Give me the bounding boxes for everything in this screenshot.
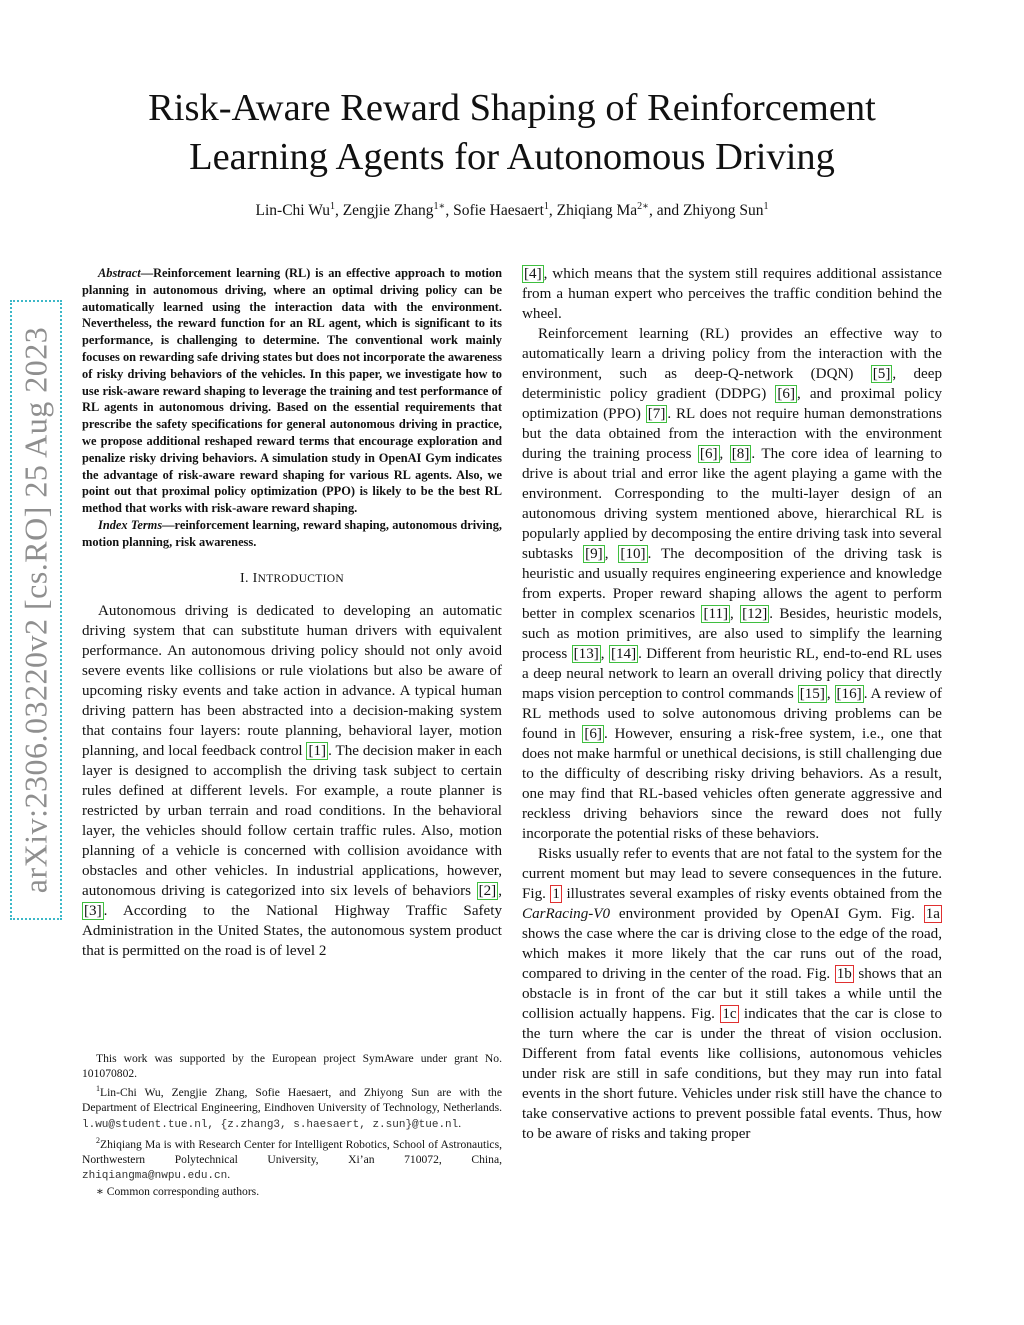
body-text: shows the case where the car is driving close to the edge of the road, which makes it more likely that the car runs out of the road, compared to driving in the center of the road. Fig.	[522, 926, 942, 982]
footnote-mark: 2	[96, 1135, 100, 1145]
section-title-initial: I	[252, 570, 258, 586]
index-terms-label: Index Terms	[98, 517, 163, 532]
abstract-label: Abstract	[98, 266, 141, 280]
body-text: . RL does not require human demonstrations but the data obtained from the interaction with the environment during the training process	[522, 406, 942, 462]
section-number: I.	[240, 570, 249, 586]
citation-link[interactable]: [6]	[584, 726, 602, 742]
citation-link[interactable]: [13]	[573, 646, 599, 662]
footnote-text: .	[458, 1116, 462, 1130]
footnote-text: .	[227, 1168, 231, 1182]
author-affiliation: 1	[763, 201, 769, 212]
citation-link[interactable]: [16]	[836, 686, 862, 702]
footnote-text: Lin-Chi Wu, Zengjie Zhang, Sofie Haesaert, and Zhiyong Sun are with the Department of Electrical Engineering, Eindhoven University of Technology, Netherlands.	[82, 1086, 502, 1115]
body-text: . Different from heuristic RL, end-to-end RL uses a deep neural network to learn an overall driving policy that directly maps vision perception to control commands	[522, 646, 943, 702]
citation-link[interactable]: [6]	[777, 386, 796, 402]
body-text: ,	[498, 882, 502, 899]
right-column	[522, 264, 942, 1144]
body-text: , and proximal policy optimization (PPO)	[522, 386, 943, 422]
arxiv-identifier[interactable]: arXiv:2306.03220v2 [cs.RO] 25 Aug 2023	[17, 326, 54, 894]
figure-link[interactable]: 1	[552, 886, 560, 902]
title-line-1: Risk-Aware Reward Shaping of Reinforcement	[148, 87, 876, 129]
figure-link[interactable]: 1a	[925, 906, 940, 922]
intro-paragraph-3	[522, 844, 942, 1144]
author-affiliation: 1∗	[433, 201, 446, 212]
body-text: . The core idea of learning to drive is about trial and error like the agent playing a game with the environment. Corresponding to the multi-layer design of an autonomous driving system mentioned above, hierarchical RL is popularly applied by decomposing the entire driving task into several subtasks	[522, 446, 943, 562]
body-text: . However, ensuring a risk-free system, i.e., one that does not make harmful or unethical decisions, is still challenging due to the difficulty of describing risky driving behaviors. As a result, one may find that RL-based vehicles often generate aggressive and reckless driving behaviors since the reward does not fully incorporate the potential risks of these behaviors.	[522, 726, 942, 842]
footnote-mark: 1	[96, 1084, 100, 1094]
body-text: ,	[600, 646, 609, 662]
body-text: Reinforcement learning (RL) provides an effective way to automatically learn a driving policy from the interaction with the environment, such as deep-Q-network (DQN)	[522, 326, 942, 382]
left-column	[82, 265, 502, 961]
intro-paragraph-continued	[522, 264, 942, 324]
citation-link[interactable]: [7]	[647, 406, 666, 422]
affiliation-note-2	[82, 1133, 502, 1184]
body-text: . A review of RL methods used to solve autonomous driving problems can be found in	[522, 686, 943, 742]
body-text: Risks usually refer to events that are not fatal to the system for the current moment but may lead to severe consequences in the future. Fig.	[522, 846, 942, 902]
body-text: shows that an obstacle is in front of the car but it still takes a while until the collision actually happens. Fig.	[522, 966, 943, 1022]
citation-link[interactable]: [14]	[610, 646, 637, 662]
funding-note: This work was supported by the European project SymAware under grant No. 101070802.	[82, 1052, 502, 1081]
citation-link[interactable]: [4]	[524, 266, 542, 282]
arxiv-stamp	[10, 300, 62, 920]
citation-link[interactable]: [1]	[308, 742, 327, 759]
body-text: , deep deterministic policy gradient (DDPG)	[522, 366, 943, 402]
abstract-text: —Reinforcement learning (RL) is an effective approach to motion planning in autonomous driving, where an optimal driving policy can be automatically learned using the interaction data with the environment. Nevertheless, the reward function for an RL agent, which is significant to its performance, is challenging to determine. The conventional work mainly focuses on rewarding safe driving states but does not incorporate the awareness of risky driving behaviors of the vehicles. In this paper, we investigate how to use risk-aware reward shaping to leverage the training and test performance of RL agents in autonomous driving. Based on the essential requirements that prescribe the safety specifications for general autonomous driving in practice, we propose additional reshaped reward terms that encourage exploration and penalize risky driving behaviors. A simulation study in OpenAI Gym indicates the advantage of risk-aware reward shaping for various RL agents. Also, we point out that proximal policy optimization (PPO) is likely to be the best RL method that works with risk-aware reward shaping.	[82, 266, 502, 516]
index-terms	[82, 517, 502, 551]
citation-link[interactable]: [15]	[799, 686, 825, 702]
footnotes	[82, 1051, 502, 1200]
citation-link[interactable]: [5]	[872, 366, 891, 382]
email-address[interactable]: zhiqiangma@nwpu.edu.cn	[82, 1170, 228, 1183]
environment-name: CarRacing-V0	[522, 906, 611, 922]
affiliation-note-1	[82, 1081, 502, 1132]
body-text: ,	[719, 446, 730, 462]
citation-link[interactable]: [12]	[742, 606, 768, 622]
body-text: environment provided by OpenAI Gym. Fig.	[610, 906, 924, 922]
author-separator: ,	[445, 202, 454, 220]
body-text: . Besides, heuristic models, such as motion primitives, are also used to simplify the learning process	[522, 606, 943, 662]
body-text: . The decomposition of the driving task is heuristic and usually requires engineering experience and knowledge from experts. Proper reward shaping allows the agent to perform better in complex scenarios	[522, 546, 942, 622]
author-list	[90, 201, 934, 220]
body-text: Autonomous driving is dedicated to developing an automatic driving system that can substitute human drivers with equivalent performance. An autonomous driving policy should not only avoid severe events like collisions or rule violations but also be aware of upcoming risky events and take action in advance. A typical human driving pattern has been abstracted into a decision-making system that contains four layers: route planning, behavioral layer, motion planning, and local feedback control	[82, 602, 502, 759]
citation-link[interactable]: [6]	[699, 446, 718, 462]
body-text: , which means that the system still requires additional assistance from a human expert who perceives the traffic condition behind the wheel.	[522, 266, 942, 322]
section-heading-introduction	[82, 571, 502, 587]
citation-link[interactable]: [8]	[731, 446, 750, 462]
author-separator: ,	[334, 202, 343, 220]
citation-link[interactable]: [3]	[84, 902, 102, 919]
citation-link[interactable]: [10]	[620, 546, 646, 562]
body-text: indicates that the car is close to the turn where the car is under the threat of vision occlusion. Different from fatal events like collisions, autonomous vehicles under risk are still in safe conditions, but they may run into fatal events in the short future. Vehicles under risk still have the chance to take conservative actions to prevent possible fatal events. Thus, how to be aware of risks and taking proper	[522, 1006, 942, 1142]
author-name: Zhiqiang Ma	[556, 202, 638, 220]
citation-link[interactable]: [11]	[703, 606, 729, 622]
figure-link[interactable]: 1c	[722, 1006, 737, 1022]
corresponding-author-note: ∗ Common corresponding authors.	[96, 1185, 260, 1199]
citation-link[interactable]: [9]	[585, 546, 603, 562]
email-addresses[interactable]: l.wu@student.tue.nl, {z.zhang3, s.haesaert, z.sun}@tue.nl	[82, 1118, 459, 1131]
intro-paragraph-2	[522, 324, 942, 844]
body-text: ,	[826, 686, 835, 702]
author-name: Sofie Haesaert	[453, 202, 544, 220]
index-terms-text: —reinforcement learning, reward shaping, autonomous driving, motion planning, risk awareness.	[82, 517, 502, 549]
author-separator: , and	[648, 202, 683, 220]
author-name: Zhiyong Sun	[682, 202, 764, 220]
author-name: Lin-Chi Wu	[255, 202, 330, 220]
body-text: ,	[604, 546, 619, 562]
citation-link[interactable]: [2]	[478, 882, 497, 899]
author-affiliation: 1	[329, 201, 335, 212]
body-text: ,	[730, 606, 741, 622]
body-text: illustrates several examples of risky events obtained from the	[561, 886, 942, 902]
section-title-rest: NTRODUCTION	[257, 572, 344, 585]
body-text: . The decision maker in each layer is designed to accomplish the driving task subject to certain rules defined at different levels. For example, a route planner is restricted by urban terrain and road conditions. In the behavioral layer, the vehicles should follow certain traffic rules. Also, motion planning of a vehicle is concerned with collision avoidance with obstacles and other vehicles. In industrial applications, however, autonomous driving is categorized into six levels of behaviors	[82, 742, 502, 899]
abstract	[82, 265, 502, 517]
title-line-2: Learning Agents for Autonomous Driving	[189, 136, 835, 178]
author-affiliation: 1	[543, 201, 549, 212]
body-text: . According to the National Highway Traffic Safety Administration in the United States, the autonomous system product that is permitted on the road is of level 2	[82, 902, 502, 959]
footnote-text: Zhiqiang Ma is with Research Center for Intelligent Robotics, School of Astronautics, Northwestern Polytechnical University, Xi’an 710072, China,	[82, 1137, 502, 1166]
author-separator: ,	[548, 202, 557, 220]
figure-link[interactable]: 1b	[836, 966, 852, 982]
author-affiliation: 2∗	[637, 201, 649, 212]
paper-title	[90, 84, 934, 182]
intro-paragraph-1	[82, 601, 502, 961]
author-name: Zengjie Zhang	[342, 202, 434, 220]
